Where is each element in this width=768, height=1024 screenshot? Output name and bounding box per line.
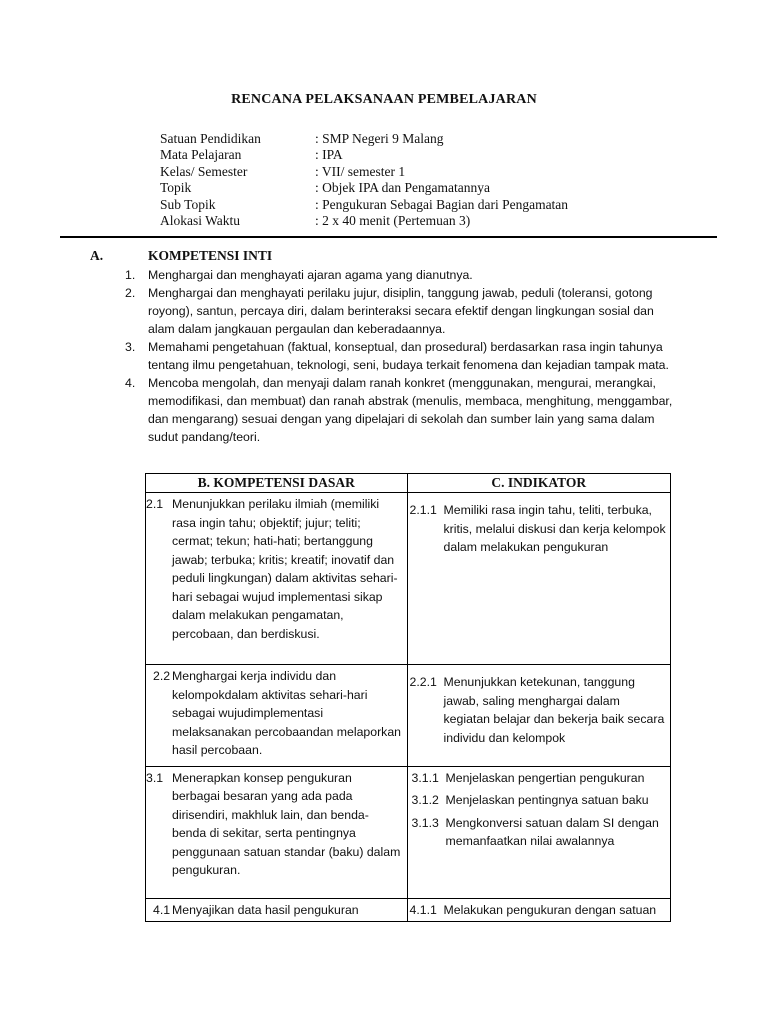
kd-text: Menghargai kerja individu dan kelompokdalam aktivitas sehari-hari sebagai wujudimplementasi melaksanakan percobaandan melaporkan hasil percobaan. [172, 669, 402, 757]
kd-cell [146, 493, 408, 665]
kd-entry [146, 493, 407, 649]
kd-cell [146, 898, 408, 922]
kd-number: 2.2 [153, 669, 171, 683]
section-letter: A. [90, 248, 104, 263]
kd-number: 3.1 [146, 770, 164, 785]
indikator-text: Menunjukkan ketekunan, tanggung jawab, saling menghargai dalam kegiatan belajar dan bekerja baik secara individu dan kelompok [443, 675, 665, 745]
meta-label: Satuan Pendidikan [160, 131, 261, 146]
meta-value: : SMP Negeri 9 Malang [315, 131, 444, 146]
item-text: Menghargai dan menghayati ajaran agama yang dianutnya. [148, 268, 473, 282]
indikator-entry [408, 899, 670, 922]
identity-block [160, 131, 568, 229]
meta-value: : 2 x 40 menit (Pertemuan 3) [315, 212, 471, 228]
indikator-entry [410, 791, 666, 810]
meta-value: : VII/ semester 1 [315, 163, 406, 179]
indikator-text: Menjelaskan pentingnya satuan baku [445, 793, 649, 807]
kd-cell [146, 665, 408, 767]
item-number: 4. [125, 376, 136, 390]
meta-row [160, 164, 568, 180]
kd-entry [146, 899, 407, 922]
meta-row [160, 197, 568, 213]
document-title: RENCANA PELAKSANAAN PEMBELAJARAN [231, 92, 537, 107]
indikator-number: 2.2.1 [409, 675, 437, 689]
item-text: Memahami pengetahuan (faktual, konseptual, dan prosedural) berdasarkan rasa ingin tahunya tentang ilmu pengetahuan, teknologi, seni, budaya terkait fenomena dan kejadian tampak mata. [148, 340, 669, 372]
list-item [125, 338, 673, 374]
list-item [125, 374, 673, 446]
kompetensi-inti-list [125, 266, 673, 446]
kd-text: Menyajikan data hasil pengukuran [172, 902, 359, 917]
meta-row [160, 180, 568, 196]
meta-row [160, 213, 568, 229]
kd-entry [146, 665, 407, 766]
kd-number: 2.1 [146, 497, 164, 511]
section-title: KOMPETENSI INTI [148, 248, 273, 263]
meta-value: : Pengukuran Sebagai Bagian dari Pengamatan [315, 196, 569, 212]
list-item [125, 266, 673, 284]
meta-label: Topik [160, 180, 192, 196]
meta-label: Sub Topik [160, 196, 216, 212]
kd-entry [146, 767, 407, 886]
kd-number: 4.1 [153, 902, 171, 917]
meta-row [160, 131, 568, 147]
indikator-number: 3.1.1 [411, 770, 439, 785]
table-header-row [146, 474, 671, 493]
indikator-text: Melakukan pengukuran dengan satuan [443, 902, 657, 917]
indikator-cell [407, 493, 670, 665]
meta-label: Kelas/ Semester [160, 163, 248, 179]
section-a-heading [90, 248, 272, 264]
indikator-entry [410, 769, 666, 788]
table-row [146, 493, 671, 665]
indikator-cell [407, 898, 670, 922]
indikator-entry [408, 665, 670, 753]
meta-value: : IPA [315, 147, 343, 163]
horizontal-divider [60, 236, 717, 238]
indikator-text: Menjelaskan pengertian pengukuran [445, 770, 645, 785]
indikator-entry [410, 814, 666, 851]
indikator-text: Mengkonversi satuan dalam SI dengan memanfaatkan nilai awalannya [445, 815, 659, 848]
indikator-cell [407, 766, 670, 898]
item-number: 1. [125, 268, 136, 282]
indikator-number: 3.1.2 [411, 793, 439, 807]
indikator-cell [407, 665, 670, 767]
item-text: Mencoba mengolah, dan menyaji dalam ranah konkret (menggunakan, mengurai, merangkai, memodifikasi, dan membuat) dan ranah abstrak (menulis, membaca, menghitung, menggambar, dan mengarang) sesuai dengan yang dipelajari di sekolah dan sumber lain yang sama dalam sudut pandang/teori. [148, 376, 673, 444]
table-row [146, 898, 671, 922]
indikator-number: 2.1.1 [409, 503, 437, 517]
indikator-number: 4.1.1 [409, 902, 437, 917]
kd-text: Menunjukkan perilaku ilmiah (memiliki rasa ingin tahu; objektif; jujur; teliti; cermat; tekun; hati-hati; bertanggung jawab; terbuka; kritis; kreatif; inovatif dan peduli lingkungan) dalam aktivitas sehari-hari sebagai wujud implementasi sikap dalam melakukan pengamatan, percobaan, dan berdiskusi. [172, 497, 398, 641]
meta-label: Mata Pelajaran [160, 147, 242, 163]
kd-cell [146, 766, 408, 898]
meta-value: : Objek IPA dan Pengamatannya [315, 180, 490, 196]
list-item [125, 284, 673, 338]
meta-label: Alokasi Waktu [160, 212, 241, 228]
table-row [146, 766, 671, 898]
column-header-kompetensi-dasar: B. KOMPETENSI DASAR [146, 474, 408, 493]
indikator-entry [408, 493, 670, 563]
item-text: Menghargai dan menghayati perilaku jujur, disiplin, tanggung jawab, peduli (toleransi, gotong royong), santun, percaya diri, dalam berinteraksi secara efektif dengan lingkungan sosial dan alam dalam jangkauan pergaulan dan keberadaannya. [148, 286, 654, 336]
item-number: 2. [125, 286, 136, 300]
indikator-list [408, 767, 670, 857]
column-header-indikator: C. INDIKATOR [407, 474, 670, 493]
meta-row [160, 147, 568, 163]
item-number: 3. [125, 340, 136, 354]
kd-text: Menerapkan konsep pengukuran berbagai besaran yang ada pada dirisendiri, makhluk lain, dan benda-benda di sekitar, serta pentingnya penggunaan satuan standar (baku) dalam pengukuran. [172, 770, 401, 877]
indikator-number: 3.1.3 [411, 815, 439, 830]
table-row [146, 665, 671, 767]
indikator-text: Memiliki rasa ingin tahu, teliti, terbuka, kritis, melalui diskusi dan kerja kelompok dalam melakukan pengukuran [443, 503, 666, 554]
kd-indikator-table [145, 473, 671, 922]
